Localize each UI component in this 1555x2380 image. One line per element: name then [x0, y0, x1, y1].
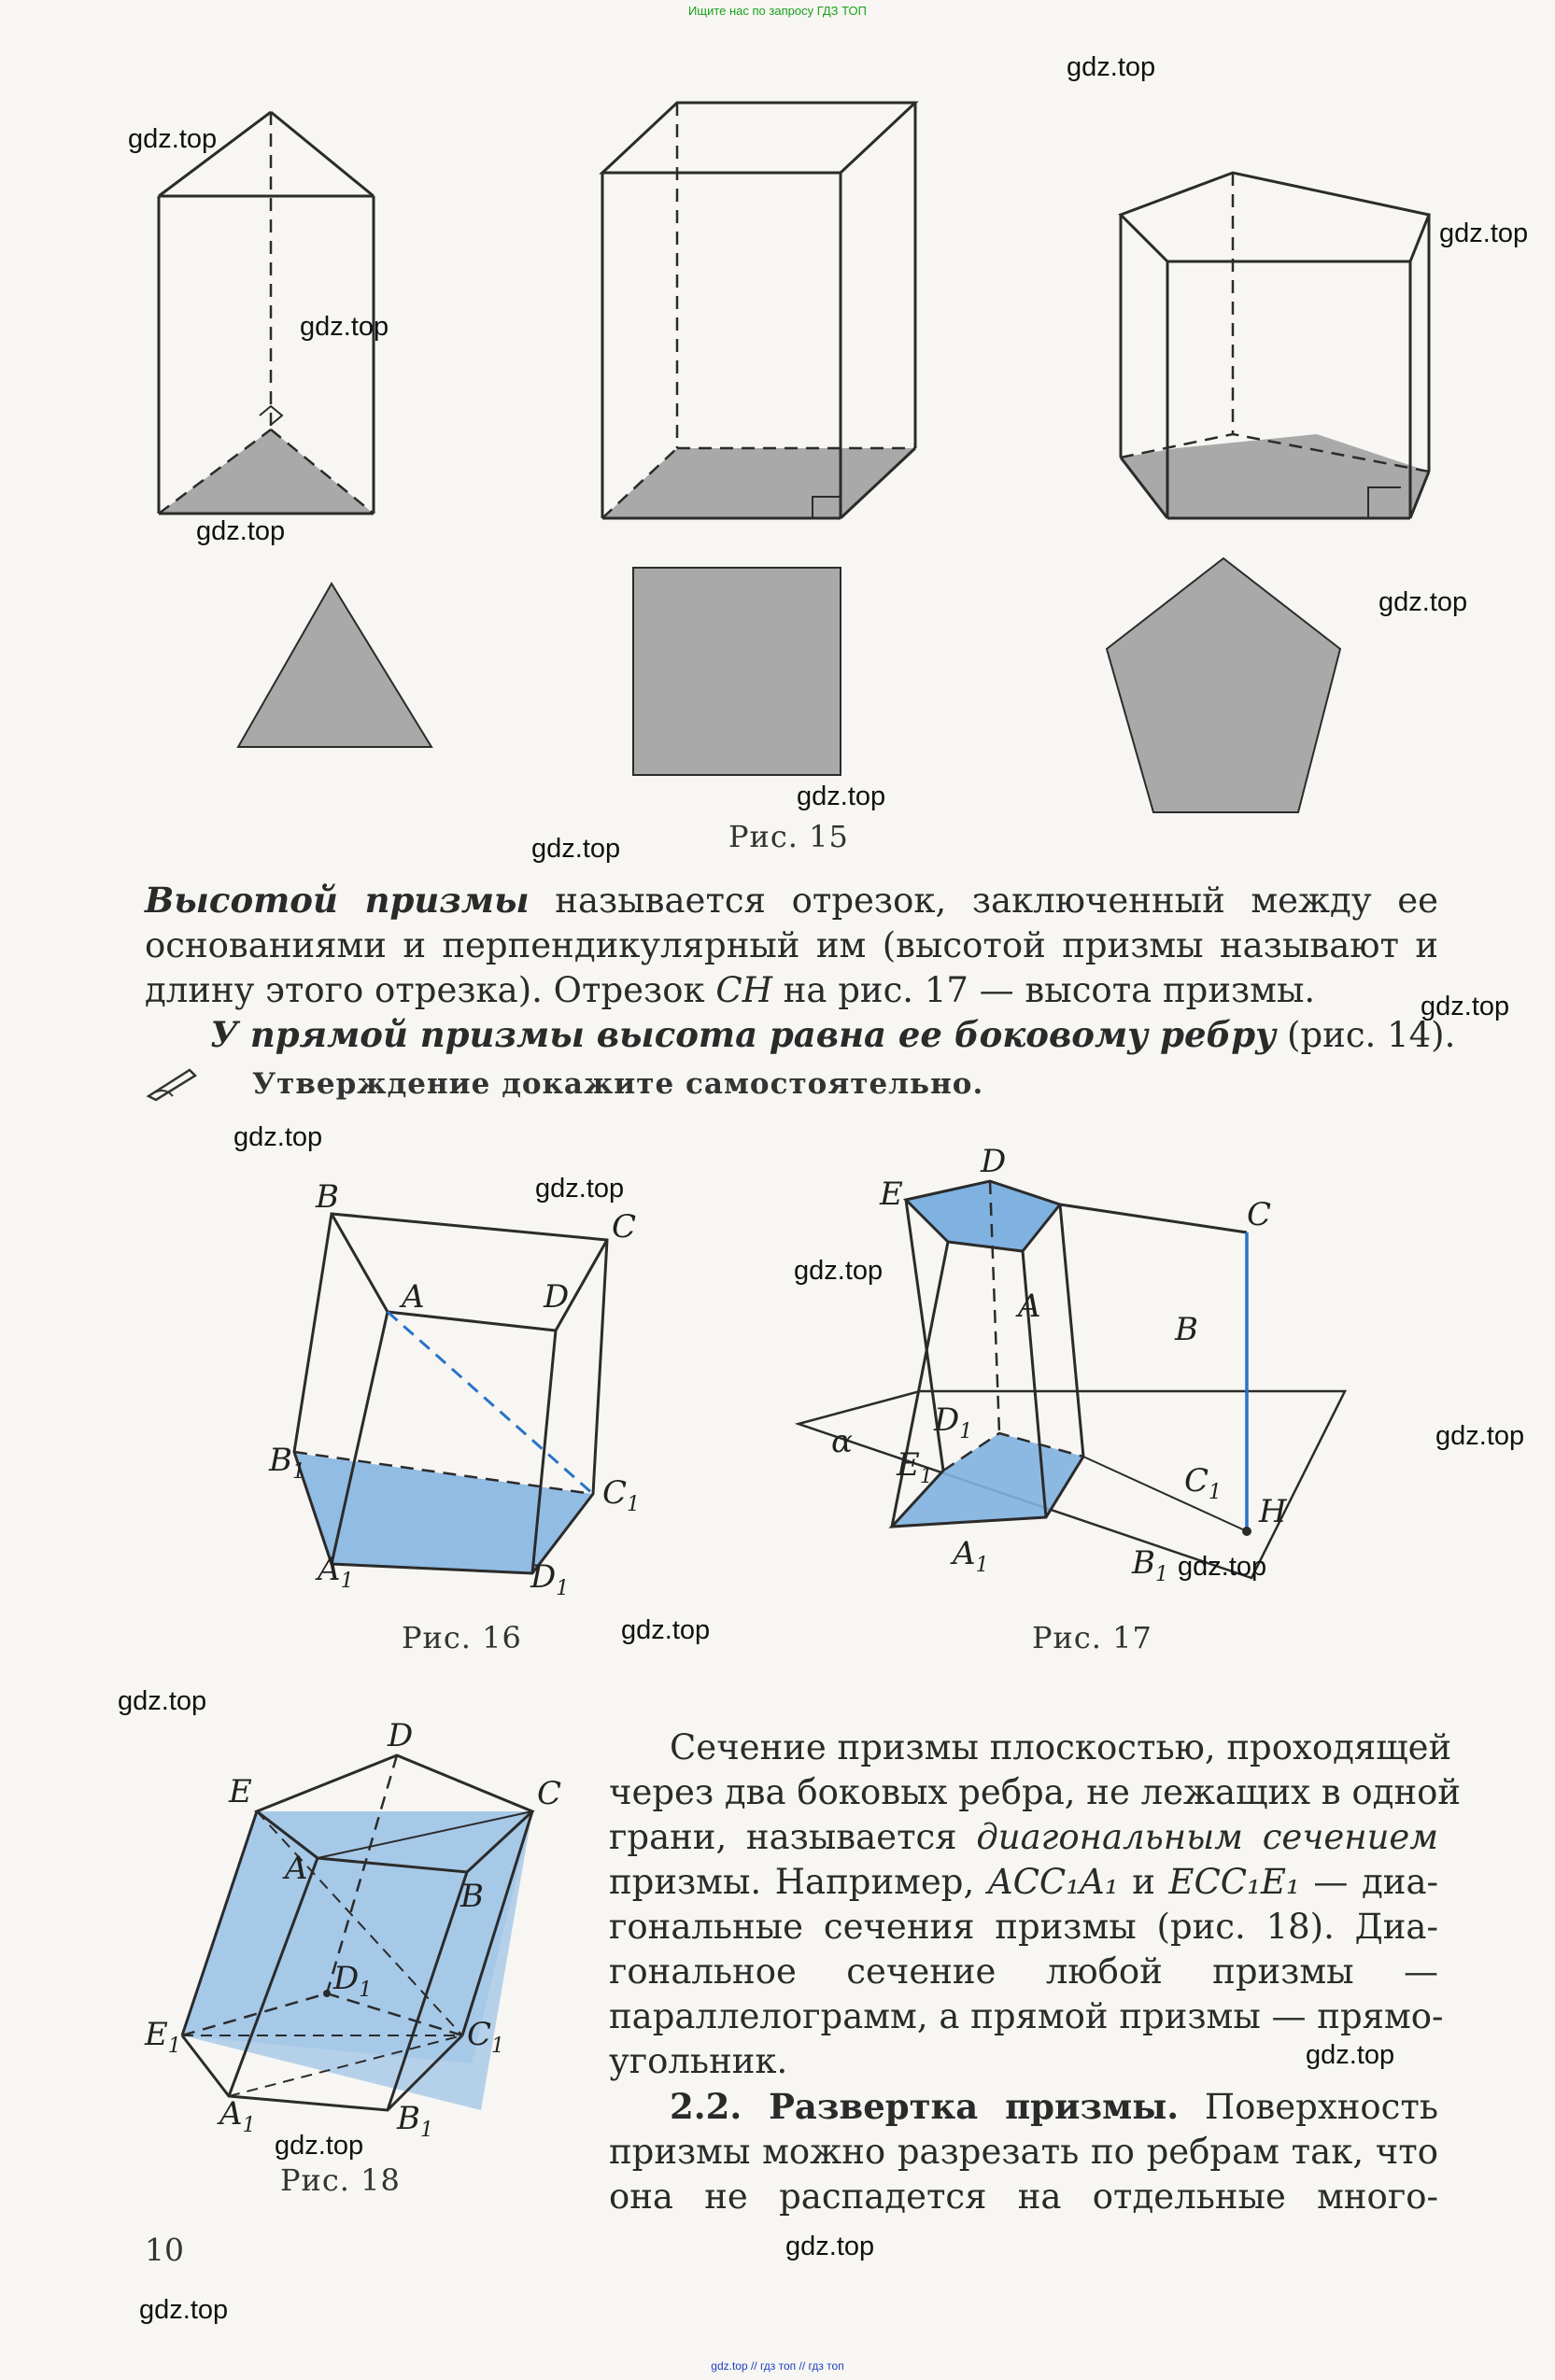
- subscript: 1: [292, 1460, 305, 1484]
- subscript: 1: [242, 2114, 256, 2137]
- height-definition: Высотой призмы называется отрезок, заключенный между ее основаниями и перпендикулярный им (высотой призмы называют и длину этого отрезка). Отрезок CH на рис. 17 — высота призмы.: [145, 880, 1438, 1010]
- fig18-label-E: E: [229, 1773, 252, 1810]
- fig16-label-B1: $B_1$: [269, 1442, 305, 1484]
- subscript: 1: [340, 1570, 354, 1593]
- watermark: gdz.top: [785, 2232, 875, 2261]
- fig17-caption: Рис. 17: [1032, 1620, 1152, 1655]
- watermark: gdz.top: [233, 1122, 323, 1152]
- watermark: gdz.top: [535, 1174, 625, 1204]
- fig17-label-C: C: [1247, 1196, 1272, 1233]
- fig18-caption: Рис. 18: [280, 2162, 401, 2198]
- fig18-label-E1: $E_1$: [145, 2016, 181, 2058]
- subscript: 1: [959, 1420, 973, 1443]
- fig16-caption: Рис. 16: [402, 1620, 522, 1655]
- subscript: 1: [556, 1577, 570, 1600]
- fig18-label-B1: $B_1$: [397, 2100, 433, 2142]
- subscript: 1: [359, 1979, 373, 2002]
- fig16-label-B: B: [316, 1178, 339, 1216]
- page-number: 10: [145, 2232, 184, 2268]
- prove-yourself-note: Утверждение докажите самостоятельно.: [252, 1067, 984, 1101]
- watermark: gdz.top: [621, 1615, 711, 1645]
- fig18-label-C1: $C_1$: [467, 2016, 505, 2058]
- fig18-label-D1: $D_1$: [333, 1960, 373, 2002]
- watermark: gdz.top: [128, 124, 218, 154]
- watermark: gdz.top: [794, 1256, 884, 1286]
- fig17-label-D1: $D_1$: [934, 1401, 973, 1443]
- fig18-label-D: D: [388, 1717, 414, 1754]
- watermark: gdz.top: [1421, 992, 1510, 1021]
- fig15-square-base: [630, 565, 845, 780]
- fig18-label-A1: $A_1$: [219, 2095, 256, 2137]
- fig15-caption: Рис. 15: [728, 819, 849, 854]
- fig17-label-alpha: α: [831, 1423, 853, 1460]
- bottom-banner[interactable]: gdz.top // гдз топ // гдз топ: [711, 2359, 844, 2373]
- watermark: gdz.top: [797, 782, 886, 811]
- watermark: gdz.top: [300, 312, 389, 342]
- subscript: 1: [167, 2035, 181, 2058]
- diagonal-section-paragraph: Сечение призмы плоскостью, проходящей через два боковых ребра, не лежащих в одной грани, называется диагональным сечением призмы. Например, ACC₁A₁ и ECC₁E₁ — диа- гональные сечения призмы (рис. 18). Диа- гональное сечение любой призмы — параллелограмм, а прямой призмы — прямо- угольник. 2.2. Развертка призмы. Поверхность призмы можно разрезать по ребрам так, что она не распадется на отдельные много-: [609, 1727, 1462, 2217]
- fig18-label-B: B: [460, 1878, 484, 1915]
- top-banner[interactable]: Ищите нас по запросу ГДЗ ТОП: [688, 4, 867, 18]
- fig17-label-E: E: [880, 1176, 903, 1213]
- fig17-label-A1: $A_1$: [953, 1535, 989, 1577]
- fig16-label-A: A: [402, 1278, 425, 1316]
- subscript: 1: [627, 1493, 641, 1516]
- subscript: 1: [1209, 1481, 1223, 1504]
- fig15-triangle-base: [233, 579, 439, 752]
- fig15-pentagon-base: [1102, 556, 1345, 822]
- watermark: gdz.top: [118, 1686, 207, 1716]
- fig16-label-C1: $C_1$: [602, 1474, 641, 1516]
- watermark: gdz.top: [1306, 2040, 1395, 2070]
- watermark: gdz.top: [1435, 1421, 1525, 1451]
- fig17-label-H: H: [1259, 1493, 1287, 1530]
- watermark: gdz.top: [1067, 52, 1156, 82]
- watermark: gdz.top: [1378, 587, 1468, 617]
- subscript: 1: [975, 1554, 989, 1577]
- fig17-label-E1: $E_1$: [897, 1446, 933, 1488]
- fig16-label-C: C: [612, 1208, 637, 1246]
- right-prism-statement: У прямой призмы высота равна ее боковому ребру (рис. 14).: [210, 1014, 1456, 1055]
- fig18-label-C: C: [537, 1775, 562, 1812]
- fig16-prism: [243, 1176, 682, 1600]
- fig15-quadrangular-prism: [598, 159, 925, 532]
- fig16-label-A1: $A_1$: [318, 1551, 354, 1593]
- fig18-label-A: A: [285, 1850, 308, 1887]
- pen-icon: [145, 1064, 199, 1102]
- fig17-label-B: B: [1175, 1311, 1198, 1348]
- subscript: 1: [491, 2035, 505, 2058]
- watermark: gdz.top: [139, 2295, 229, 2325]
- fig17-label-C1: $C_1$: [1184, 1462, 1223, 1504]
- term-height: Высотой призмы: [145, 880, 530, 921]
- fig18-prism: [145, 1717, 593, 2148]
- fig16-label-D1: $D_1$: [530, 1558, 570, 1600]
- fig15-pentagonal-prism: [1111, 149, 1448, 523]
- fig17-label-B1: $B_1$: [1132, 1544, 1168, 1586]
- watermark: gdz.top: [531, 834, 621, 864]
- fig17-label-A: A: [1018, 1288, 1041, 1325]
- subscript: 1: [919, 1465, 933, 1488]
- fig17-label-D: D: [981, 1143, 1007, 1180]
- fig16-label-D: D: [544, 1278, 570, 1316]
- watermark: gdz.top: [1439, 218, 1529, 248]
- fig15-triangular-prism: [140, 177, 383, 523]
- fig17-prism: [794, 1143, 1392, 1597]
- watermark: gdz.top: [1178, 1552, 1267, 1582]
- watermark: gdz.top: [275, 2131, 364, 2161]
- subscript: 1: [420, 2119, 433, 2142]
- watermark: gdz.top: [196, 516, 286, 546]
- subscript: 1: [1155, 1563, 1168, 1586]
